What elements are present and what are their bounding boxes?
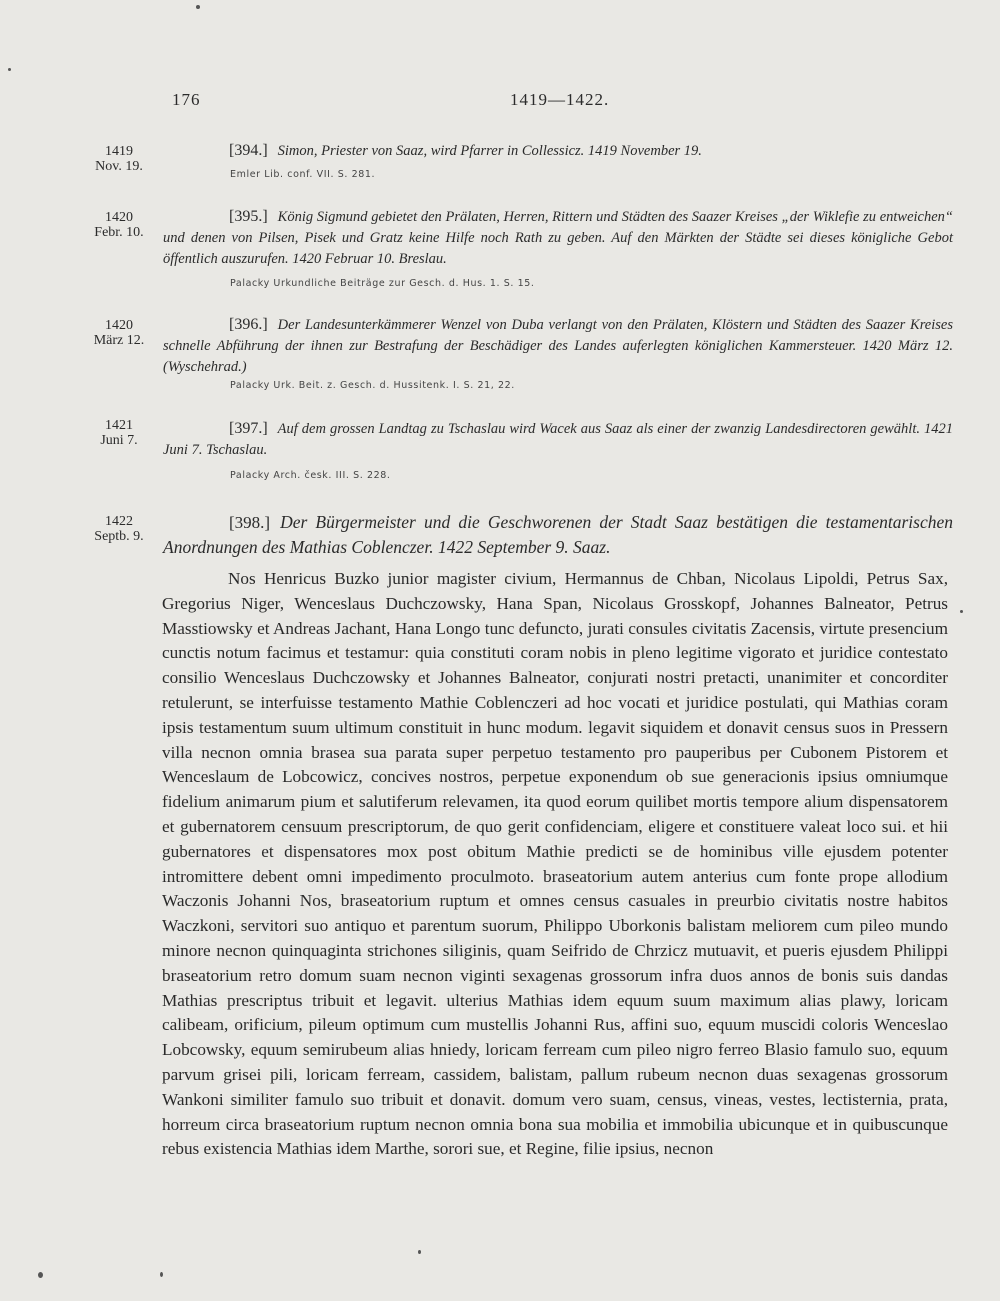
entry-summary: Simon, Priester von Saaz, wird Pfarrer in Collessicz. 1419 November 19. bbox=[277, 143, 702, 159]
margin-year: 1421 bbox=[105, 418, 133, 433]
scan-speck bbox=[160, 1272, 163, 1277]
margin-year: 1420 bbox=[105, 318, 133, 333]
entry-source: Emler Lib. conf. VII. S. 281. bbox=[230, 169, 376, 180]
scan-speck bbox=[38, 1272, 43, 1278]
entry-number: [396.] bbox=[229, 316, 268, 333]
entry-summary: Auf dem grossen Landtag zu Tschaslau wird Wacek aus Saaz als einer der zwanzig Landesdirectoren gewählt. 1421 Juni 7. Tschaslau. bbox=[163, 421, 953, 458]
scan-speck bbox=[196, 5, 200, 9]
entry-heading bbox=[163, 418, 953, 461]
entry-source: Palacky Arch. česk. III. S. 228. bbox=[230, 470, 391, 481]
margin-year: 1420 bbox=[105, 210, 133, 225]
margin-day: Juni 7. bbox=[100, 433, 138, 448]
entry-heading bbox=[163, 140, 953, 162]
margin-year: 1422 bbox=[105, 514, 133, 529]
margin-day: Nov. 19. bbox=[95, 159, 143, 174]
margin-date bbox=[86, 514, 152, 544]
margin-day: März 12. bbox=[93, 333, 145, 348]
charter-paragraph: Nos Henricus Buzko junior magister civium, Hermannus de Chban, Nicolaus Lipoldi, Petrus Sax, Gregorius Niger, Wenceslaus Duchczowsky, Hana Span, Nicolaus Grosskopf, Johannes Balneator, Petrus Masstiowsky et Andreas Jachant, Hana Longo tunc defuncto, jurati consules civitatis Zacensis, virtute presencium cunctis notum facimus et testamur: quia constituti coram nobis in pleno legitime vigorato et juridice contestato consilio Wenceslaus Duchczowsky et Johannes Balneator, conjurati nostri pretacti, unanimiter et concorditer retulerunt, se interfuisse testamento Mathie Coblenczeri ad hoc vocati et juridice postulati, qui Mathias coram ipsis testamentum suum ultimum constituit in hunc modum. legavit siquidem et donavit census suos in Pressern villa necnon omnia brasea sua parata super perpetuo testamento pro pauperibus per Cubonem Pistorem et Wenceslaum de Lobcowicz, concives nostros, perpetue exponendum ob sue generacionis ipsius omniumque fidelium animarum pium et salutiferum relevamen, ita quod eorum quilibet mortis tempore alium dispensatorem et gubernatorem censuum prescriptorum, de quo gerit confidenciam, eligere et constituere valeat loco sui. et hii gubernatores et dispensatores mox post obitum Mathie predicti se de hominibus ville ejusdem potenter intromittere debent omni impedimento proculmoto. braseatorium autem anterius cum fonte prope allodium Waczonis Johanni Nos, braseatorium ruptum et omnes census casuales in preurbio civitatis nostre habitos Waczkoni, servitori suo antiquo et parentum suorum, Philippo Uborkonis balistam meliorem cum pileo mundo minore necnon quinquaginta strichones siliginis, quam Seifrido de Chrzicz mutuavit, et pueris ejusdem Philippi braseatorium retro domum suam necnon viginti sexagenas grossorum infra duos annos de bonis suis dandas Mathias prescriptus tribuit et legavit. ulterius Mathias idem equum suum maximum alias plawy, loricam calibeam, orificium, pileum optimum cum mustellis Johanni Rus, affini suo, equum muscidi coloris Wenceslao Lobcowsky, equum semirubeum alias hniedy, loricam ferream cum pileo nigro ferreo Blasio famulo suo, equum parvum grisei pili, loricam ferream, cassidem, balistam, pallum rubeum necnon duas sexagenas grossorum Wankoni similiter famulo suo tribuit et donavit. domum vero suam, census, vineas, vestes, lectisternia, prata, horreum circa braseatorium ruptum necnon omnia bona sua mobilia et immobilia ubicunque et in quibuscunque rebus existencia Mathias idem Marthe, sorori sue, et Regine, filie ipsius, necnon bbox=[162, 569, 948, 1159]
margin-day: Febr. 10. bbox=[94, 225, 144, 240]
scan-speck bbox=[8, 68, 11, 71]
margin-date bbox=[86, 318, 152, 348]
entry-summary: Der Bürgermeister und die Geschworenen der Stadt Saaz bestätigen die testamentarischen Anordnungen des Mathias Coblenczer. 1422 September 9. Saaz. bbox=[163, 512, 953, 557]
entry-source: Palacky Urkundliche Beiträge zur Gesch. d. Hus. 1. S. 15. bbox=[230, 278, 535, 289]
margin-year: 1419 bbox=[105, 144, 133, 159]
running-head: 1419—1422. bbox=[510, 90, 610, 109]
margin-date bbox=[86, 144, 152, 174]
scan-speck bbox=[418, 1250, 421, 1254]
entry-summary: Der Landesunterkämmerer Wenzel von Duba verlangt von den Prälaten, Klöstern und Städten des Saazer Kreises schnelle Abführung der ihnen zur Bestrafung der Beschädiger des Landes auferlegten königlichen Kammersteuer. 1420 März 12. (Wyschehrad.) bbox=[163, 317, 953, 375]
margin-date bbox=[86, 210, 152, 240]
margin-date bbox=[86, 418, 152, 448]
entry-source: Palacky Urk. Beit. z. Gesch. d. Hussitenk. I. S. 21, 22. bbox=[230, 380, 515, 391]
entry-heading bbox=[163, 314, 953, 378]
charter-text bbox=[162, 567, 948, 1162]
page-number: 176 bbox=[172, 90, 201, 109]
entry-summary: König Sigmund gebietet den Prälaten, Herren, Rittern und Städten des Saazer Kreises „der Wiklefie zu entweichen“ und denen von Pilsen, Pisek und Gratz keine Hilfe noch Rath zu geben. Auf den Märkten der Städte sei dieses königliche Gebot öffentlich auszurufen. 1420 Februar 10. Breslau. bbox=[163, 209, 953, 267]
entry-heading bbox=[163, 206, 953, 270]
scan-speck bbox=[960, 610, 963, 613]
entry-number: [394.] bbox=[229, 142, 268, 159]
entry-heading bbox=[163, 510, 953, 559]
margin-day: Septb. 9. bbox=[94, 529, 144, 544]
page-header bbox=[160, 90, 950, 114]
entry-number: [397.] bbox=[229, 420, 268, 437]
entry-number: [395.] bbox=[229, 208, 268, 225]
entry-number: [398.] bbox=[229, 513, 271, 532]
